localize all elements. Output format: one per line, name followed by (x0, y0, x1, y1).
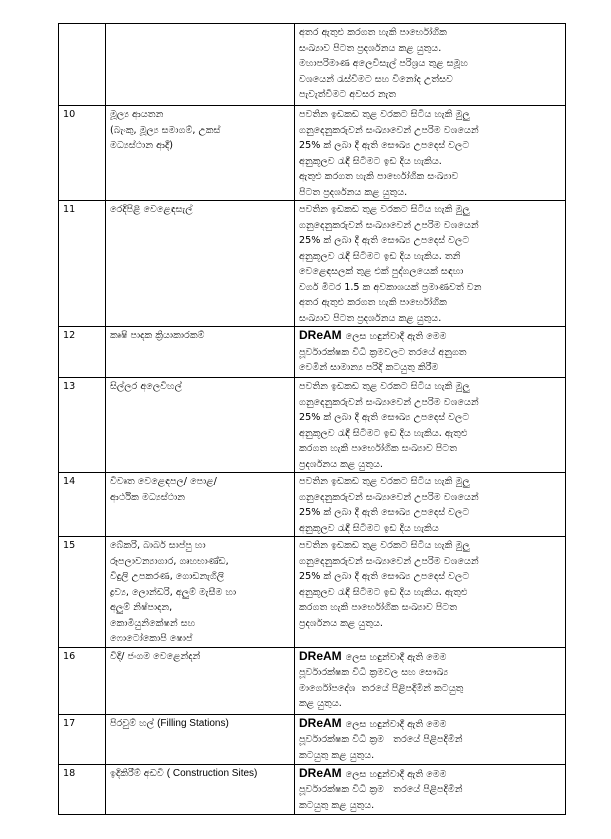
row-number: 10 (59, 106, 106, 201)
name-text: පිරවුම් හල් (110, 717, 155, 729)
table-row (59, 378, 566, 473)
table-row (59, 24, 566, 106)
row-number: 17 (59, 714, 106, 764)
name-text: මූල්‍ය ආයතන (බැංකු, මූල්‍ය සමාගම්, උකස් මධ්‍යස්ථාන ආදී) (110, 109, 221, 151)
table-row (59, 537, 566, 648)
row-description (295, 378, 566, 473)
description-text: පවතින ඉඩකඩ තුළ වරකට සිටිය හැකි මුලු ගනුදෙනුකරුවන් සංඛ්‍යාවෙන් උපරිම වශයෙන් 25% ක් ලබා දී ඇති සෞඛ්‍ය උපදෙස් වලට අනුකූලව රැඳී සිටීමට ඉඩ දිය හැකිය (299, 476, 479, 534)
row-description (295, 473, 566, 537)
row-number: 12 (59, 327, 106, 378)
name-text: සිල්ලර අලෙවිහල් (110, 381, 182, 392)
row-number: 16 (59, 647, 106, 714)
row-number (59, 24, 106, 106)
row-number: 18 (59, 764, 106, 814)
row-description (295, 647, 566, 714)
row-description (295, 764, 566, 814)
table-row (59, 201, 566, 327)
row-description (295, 106, 566, 201)
document-table (58, 23, 566, 815)
row-name (106, 106, 295, 201)
row-description (295, 714, 566, 764)
row-description (295, 327, 566, 378)
row-number: 11 (59, 201, 106, 327)
name-text: ඉදිකිරීම් අඩවි (110, 767, 164, 779)
description-text: ලෙස හඳුන්වාදී ඇති මෙම පූර්වාරක්ෂක විධි ක්‍රම තරයේ පිළිපදිමින් කටයුතු කළ යුතුය. (299, 718, 463, 761)
table-row (59, 764, 566, 814)
row-number: 15 (59, 537, 106, 648)
name-text: වීදි/ ජංගම වෙළෙන්දන් (110, 650, 201, 662)
dream-label: DReAM (299, 648, 342, 663)
row-description (295, 537, 566, 648)
name-text: විවෘත වෙළෙඳපල/ පොළ/ ආර්ථික මධ්‍යස්ථාන (110, 476, 217, 503)
row-name (106, 201, 295, 327)
table-row (59, 714, 566, 764)
row-number: 14 (59, 473, 106, 537)
row-name (106, 473, 295, 537)
name-english: (Filling Stations) (157, 717, 229, 729)
description-text: පවතින ඉඩකඩ තුළ වරකට සිටිය හැකි මුලු ගනුදෙනුකරුවන් සංඛ්‍යාවෙන් උපරිම වශයෙන් 25% ක් ලබා දී ඇති සෞඛ්‍ය උපදෙස් වලට අනුකූලව රැඳී සිටීමට ඉඩ දිය හැකිය. ඇතුළු කරගත හැකි පාර්භෝගික සංඛ්‍යාව පිටත ප්‍රදර්ශනය කළ යුතුය. (299, 540, 479, 629)
description-text: ලෙස හඳුන්වාදී ඇති මෙම පූර්වාරක්ෂක විධි ක්‍රමවලට තරයේ අනුගත වෙමින් සාමාන්‍ය පරිදි කටයුතු කිරීම (299, 331, 467, 373)
name-text: රෙදිපිළි වෙළෙඳසැල් (110, 204, 193, 215)
row-name (106, 537, 295, 648)
table-row (59, 473, 566, 537)
row-name (106, 378, 295, 473)
row-name (106, 764, 295, 814)
dream-label: DReAM (299, 715, 342, 730)
description-text: අතර ඇතුළු කරගත හැකි පාර්භෝගික සංඛ්‍යාව පිටත ප්‍රදර්ශනය කළ යුතුය. මහාපරිමාණ අලෙවිසැල් පරිශ්‍රය තුළ සමූහ වශයෙන් රැස්වීමට සහ විනෝද උත්සව පැවැත්වීමට අවසර නැත (299, 27, 468, 100)
dream-label: DReAM (299, 328, 342, 342)
table-row (59, 106, 566, 201)
name-english: ( Construction Sites) (166, 767, 258, 779)
row-number: 13 (59, 378, 106, 473)
description-text: පවතින ඉඩකඩ තුළ වරකට සිටිය හැකි මුලු ගනුදෙනුකරුවන් සංඛ්‍යාවෙන් උපරිම වශයෙන් 25% ක් ලබා දී ඇති සෞඛ්‍ය උපදෙස් වලට අනුකූලව රැඳී සිටීමට ඉඩ දිය හැකිය. ඇතුළු කරගත හැකි පාර්භෝගික සංඛ්‍යාව පිටත ප්‍රදර්ශනය කළ යුතුය. (299, 109, 479, 198)
row-name (106, 647, 295, 714)
description-text: ලෙස හඳුන්වාදී ඇති මෙම පූර්වාරක්ෂක විධි ක්‍රමවල සහ සෞඛ්‍ය මාර්ගෝපදේශ තරයේ පිළිපදිමින් කටයුතු කළ යුතුය. (299, 651, 464, 709)
description-text: ලෙස හඳුන්වාදී ඇති මෙම පූර්වාරක්ෂක විධි ක්‍රම තරයේ පිළිපදිමින් කටයුතු කළ යුතුය. (299, 768, 463, 811)
table-row (59, 327, 566, 378)
row-name (106, 327, 295, 378)
row-description (295, 24, 566, 106)
name-text: කෘෂි පාදක ක්‍රියාකාරකම් (110, 330, 205, 341)
row-name (106, 714, 295, 764)
row-description (295, 201, 566, 327)
row-name (106, 24, 295, 106)
description-text: පවතින ඉඩකඩ තුළ වරකට සිටිය හැකි මුලු ගනුදෙනුකරුවන් සංඛ්‍යාවෙන් උපරිම වශයෙන් 25% ක් ලබා දී ඇති සෞඛ්‍ය උපදෙස් වලට අනුකූලව රැඳී සිටීමට ඉඩ දිය හැකිය. ඇතුළු කරගත හැකි පාර්භෝගික සංඛ්‍යාව පිටත ප්‍රදර්ශනය කළ යුතුය. (299, 381, 479, 470)
name-text: බේකරි, බාබර් සාප්පු හා රූපලාවන්‍යාගාර, ගෘහභාණ්ඩ, විදුලි උපකරණ, ගොඩනැගිලි ද්‍රව්‍ය, ලොන්ඩරි, අලුම් මැසීම හා අලුම් නිෂ්පාදන, කොමියුනිකේෂන් සහ ෆොටෝකොපි ෂොප් (110, 540, 237, 644)
dream-label: DReAM (299, 765, 342, 780)
table-row (59, 647, 566, 714)
description-text: පවතින ඉඩකඩ තුළ වරකට සිටිය හැකි මුලු ගනුදෙනුකරුවන් සංඛ්‍යාවෙන් උපරිම වශයෙන් 25% ක් ලබා දී ඇති සෞඛ්‍ය උපදෙස් වලට අනුකූලව රැඳී සිටීමට ඉඩ දිය හැකිය. තනි වෙළෙඳසලක් තුළ එක් පුද්ගලයෙක් සඳහා වර්ග මීටර 1.5 ක අවකාශයක් ප්‍රමාණවත් වන අතර ඇතුළු කරගත හැකි පාර්භෝගික සංඛ්‍යාව පිටත ප්‍රදර්ශනය කළ යුතුය. (299, 204, 482, 324)
